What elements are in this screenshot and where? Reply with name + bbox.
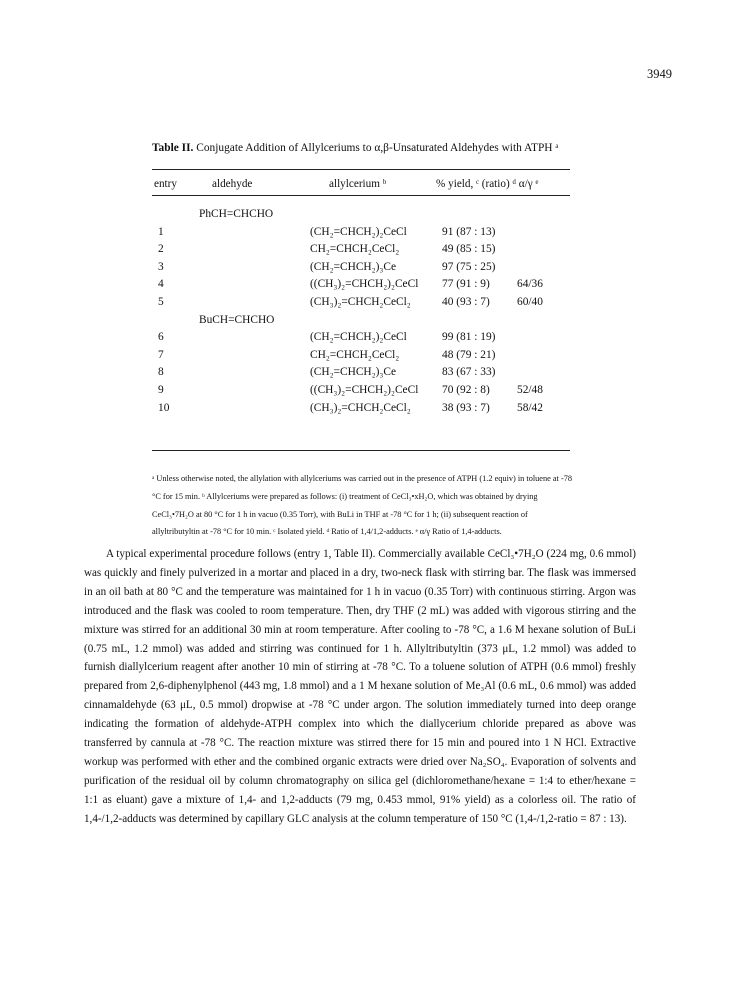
cell-aldehyde: PhCH=CHCHO bbox=[199, 208, 274, 220]
table-footnote: ᵃ Unless otherwise noted, the allylation with allylceriums was carried out in the presence of ATPH (1.2 equiv) in toluene at -78 °C for 15 min. ᵇ Allylceriums were prepared as follows: (i) treatment of CeCl₃•xH₂O, which was obtained by drying CeCl₃•7H₂O at 80 °C for 1 h in vacuo (0.35 Torr), with BuLi in THF at -78 °C for 1 h; (ii) subsequent reaction of allyltributyltin at -78 °C for 10 min. ᶜ Isolated yield. ᵈ Ratio of 1,4/1,2-adducts. ᵉ α/γ Ratio of 1,4-adducts. bbox=[152, 474, 573, 537]
cell-allylcerium: (CH₃)₂=CHCH₂CeCl₂ bbox=[310, 401, 411, 414]
cell-yield: 70 (92 : 8) bbox=[442, 384, 490, 396]
cell-alpha-gamma: 52/48 bbox=[517, 384, 543, 396]
body-paragraph: A typical experimental procedure follows (entry 1, Table II). Commercially available CeCl₃•7H₂O (224 mg, 0.6 mmol) was quickly and finely pulverized in a mortar and placed in a dry, two-neck flask with stirring bar. The flask was immersed in an oil bath at 80 °C and the temperature was maintained for 1 h in vacuo (0.35 Torr) with continuous stirring. Argon was introduced and the flask was cooled to room temperature. Then, dry THF (2 mL) was added with vigorous stirring and the mixture was stirred for an additional 30 min at room temperature. After cooling to -78 °C, a 1.6 M hexane solution of BuLi (0.75 mL, 1.2 mmol) was added and stirring was continued for 1 h. Allyltributyltin (373 μL, 1.2 mmol) was added to furnish diallylcerium reagent after another 10 min of stirring at -78 °C. To a toluene solution of ATPH (0.6 mmol) freshly prepared from 2,6-diphenylphenol (443 mg, 1.8 mmol) and a 1 M hexane solution of Me₃Al (0.6 mL, 0.6 mmol) was added cinnamaldehyde (63 μL, 0.5 mmol) dropwise at -78 °C under argon. The solution immediately turned into deep orange indicating the formation of aldehyde-ATPH complex into which the diallycerium chloride prepared as above was transferred by cannula at -78 °C. The reaction mixture was stirred there for 15 min and poured into 1 N HCl. Extractive workup was performed with ether and the combined organic extracts were dried over Na₂SO₄. Evaporation of solvents and purification of the residual oil by column chromatography on silica gel (dichloromethane/hexane = 1:4 to ether/hexane = 1:1 as eluant) gave a mixture of 1,4- and 1,2-adducts (79 mg, 0.453 mmol, 91% yield) as a colorless oil. The ratio of 1,4-/1,2-adducts was determined by capillary GLC analysis at the column temperature of 150 °C (1,4-/1,2-ratio = 87 : 13). bbox=[84, 548, 636, 825]
cell-yield: 99 (81 : 19) bbox=[442, 331, 496, 344]
cell-allylcerium: CH₂=CHCH₂CeCl₂ bbox=[310, 348, 400, 361]
cell-entry: 4 bbox=[158, 278, 164, 291]
cell-yield: 49 (85 : 15) bbox=[442, 243, 496, 256]
cell-allylcerium: CH₂=CHCH₂CeCl₂ bbox=[310, 243, 400, 256]
cell-entry: 5 bbox=[158, 296, 164, 308]
cell-allylcerium: (CH₂=CHCH₂)₃Ce bbox=[310, 366, 397, 379]
cell-entry: 2 bbox=[158, 243, 164, 256]
cell-yield: 97 (75 : 25) bbox=[442, 260, 496, 273]
table-title: Conjugate Addition of Allylceriums to α,β-Unsaturated Aldehydes with ATPH ᵃ bbox=[196, 142, 559, 154]
cell-entry: 9 bbox=[158, 384, 164, 396]
header-entry: entry bbox=[154, 178, 177, 190]
header-allylcerium: allylcerium ᵇ bbox=[329, 178, 387, 190]
cell-allylcerium: ((CH₃)₂=CHCH₂)₂CeCl bbox=[310, 384, 419, 396]
cell-allylcerium: (CH₂=CHCH₂)₂CeCl bbox=[310, 225, 407, 238]
cell-yield: 83 (67 : 33) bbox=[442, 366, 496, 379]
cell-entry: 1 bbox=[158, 225, 164, 238]
cell-alpha-gamma: 58/42 bbox=[517, 401, 543, 414]
cell-allylcerium: (CH₂=CHCH₂)₃Ce bbox=[310, 260, 397, 273]
cell-allylcerium: (CH₃)₂=CHCH₂CeCl₂ bbox=[310, 296, 411, 308]
cell-yield: 40 (93 : 7) bbox=[442, 296, 490, 308]
table-top-rule bbox=[152, 169, 570, 170]
table-bottom-rule bbox=[152, 450, 570, 451]
cell-yield: 91 (87 : 13) bbox=[442, 225, 496, 238]
cell-yield: 48 (79 : 21) bbox=[442, 348, 496, 361]
cell-entry: 7 bbox=[158, 348, 164, 361]
cell-alpha-gamma: 60/40 bbox=[517, 296, 543, 308]
header-yield: % yield, ᶜ (ratio) ᵈ α/γ ᵉ bbox=[436, 178, 539, 190]
header-aldehyde: aldehyde bbox=[212, 178, 253, 190]
cell-aldehyde: BuCH=CHCHO bbox=[199, 313, 275, 326]
cell-alpha-gamma: 64/36 bbox=[517, 278, 543, 291]
table-header-rule bbox=[152, 195, 570, 196]
cell-entry: 8 bbox=[158, 366, 164, 379]
cell-allylcerium: ((CH₃)₂=CHCH₂)₂CeCl bbox=[310, 278, 419, 291]
page-number: 3949 bbox=[647, 67, 672, 81]
cell-yield: 77 (91 : 9) bbox=[442, 278, 490, 291]
cell-entry: 6 bbox=[158, 331, 164, 344]
cell-allylcerium: (CH₂=CHCH₂)₂CeCl bbox=[310, 331, 407, 344]
cell-entry: 3 bbox=[158, 260, 164, 273]
cell-yield: 38 (93 : 7) bbox=[442, 401, 490, 414]
table-caption bbox=[152, 141, 572, 155]
table-label: Table II. bbox=[152, 142, 194, 154]
cell-entry: 10 bbox=[158, 401, 170, 414]
